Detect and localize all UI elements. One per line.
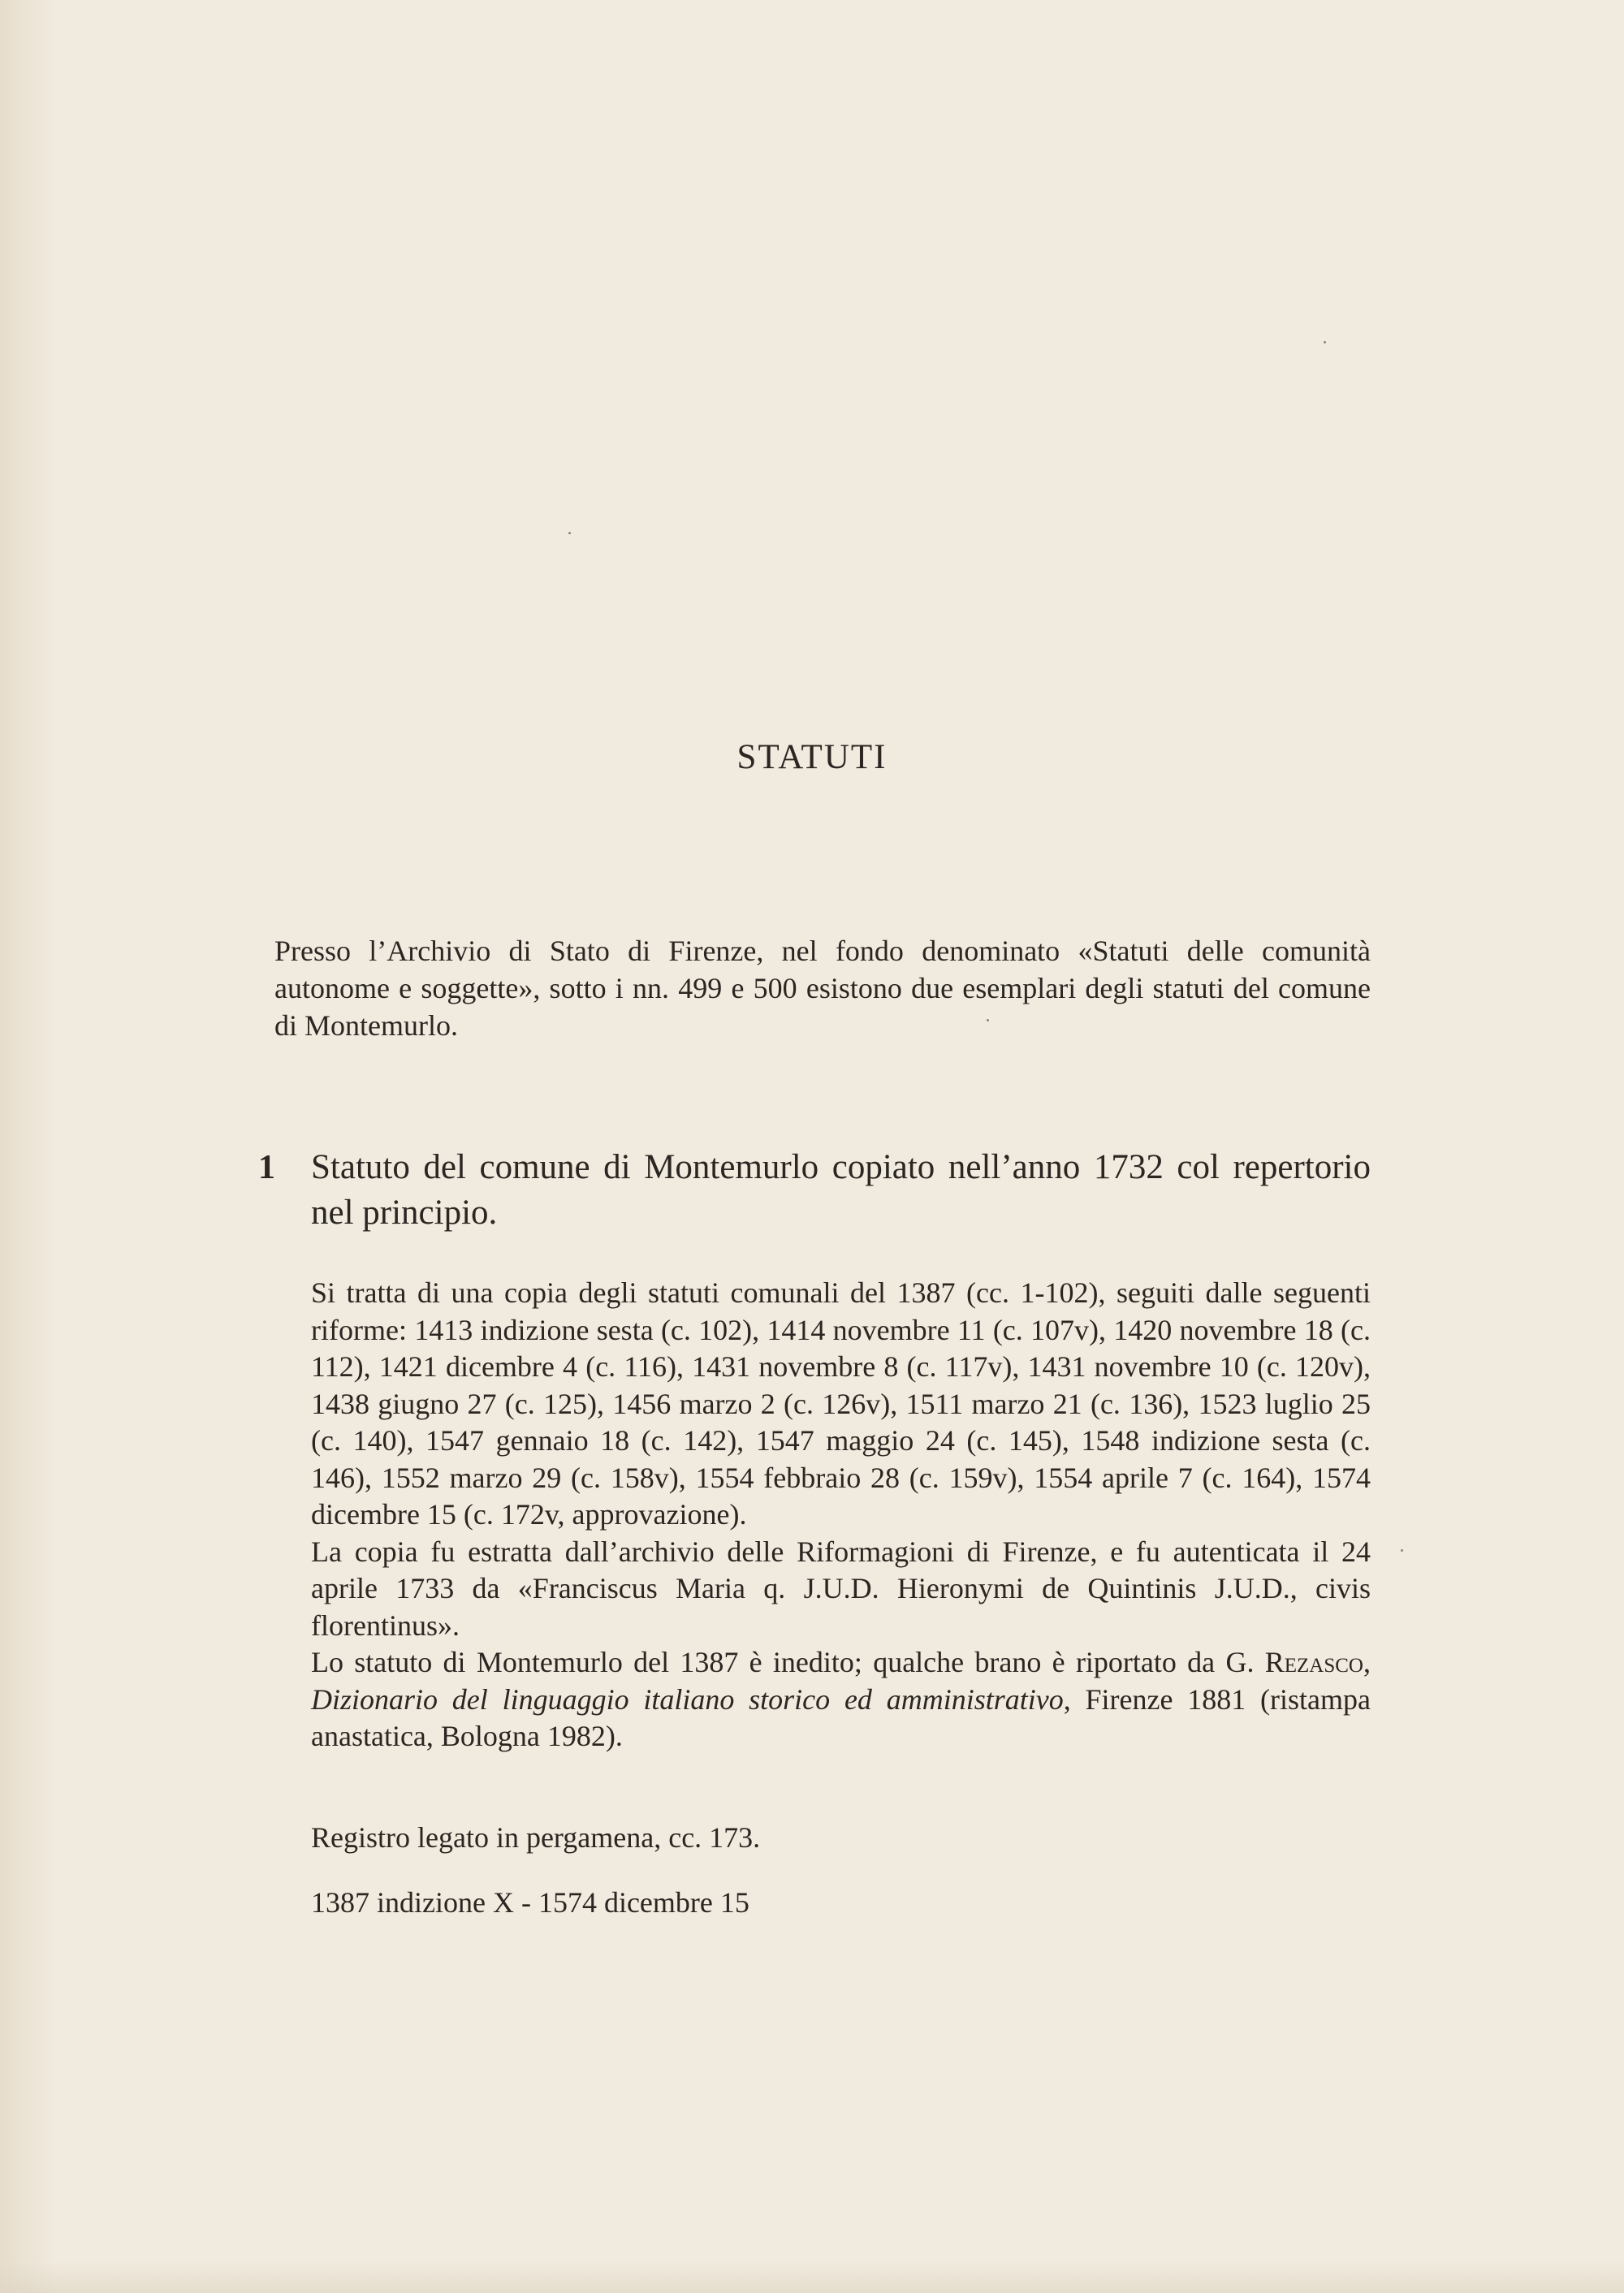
- entry-edition-note: [311, 1644, 1371, 1755]
- entry-description: [311, 1275, 1371, 1755]
- page-title: STATUTI: [736, 738, 888, 776]
- entry-dates: 1387 indizione X - 1574 dicembre 15: [311, 1886, 749, 1919]
- entry-reforms-paragraph: Si tratta di una copia degli statuti comunali del 1387 (cc. 1-102), seguiti dalle seguenti riforme: 1413 indizione sesta (c. 102), 1414 novembre 11 (c. 107v), 1420 novembre 18 (c. 112), 1421 dicembre 4 (c. 116), 1431 novembre 8 (c. 117v), 1431 novembre 10 (c. 120v), 1438 giugno 27 (c. 125), 1456 marzo 2 (c. 126v), 1511 marzo 21 (c. 136), 1523 luglio 25 (c. 140), 1547 gennaio 18 (c. 142), 1547 maggio 24 (c. 145), 1548 indizione sesta (c. 146), 1552 marzo 29 (c. 158v), 1554 febbraio 28 (c. 159v), 1554 aprile 7 (c. 164), 1574 dicembre 15 (c. 172v, approvazione).: [311, 1276, 1371, 1531]
- edition-separator: ,: [1363, 1646, 1371, 1678]
- page-bottom-shadow: [0, 2261, 1624, 2293]
- edition-work-title: Dizionario del linguaggio italiano storico ed amministrativo: [311, 1682, 1064, 1716]
- entry-number: 1: [258, 1149, 275, 1186]
- entry-binding: Registro legato in pergamena, cc. 173.: [311, 1821, 761, 1854]
- paper-speck: [1401, 1549, 1403, 1552]
- entry-title: Statuto del comune di Montemurlo copiato nell’anno 1732 col repertorio nel principio.: [311, 1148, 1371, 1232]
- edition-note-suffix: , Firenze 1881 (ristampa anastatica, Bologna 1982).: [311, 1682, 1371, 1752]
- intro-paragraph: Presso l’Archivio di Stato di Firenze, nel fondo denominato «Statuti delle comunità autonome e soggette», sotto i nn. 499 e 500 esistono due esemplari degli statuti del comune di Montemurlo.: [274, 935, 1371, 1042]
- paper-speck: [568, 532, 571, 534]
- edition-author: G. Rezasco: [1225, 1646, 1363, 1678]
- page-edge-shadow: [0, 0, 57, 2293]
- paper-speck: [1324, 341, 1326, 343]
- entry-copy-note: La copia fu estratta dall’archivio delle Riformagioni di Firenze, e fu autenticata il 24 aprile 1733 da «Franciscus Maria q. J.U.D. Hieronymi de Quintinis J.U.D., civis florentinus».: [311, 1535, 1371, 1642]
- edition-note-prefix: Lo statuto di Montemurlo del 1387 è inedito; qualche brano è riportato da: [311, 1646, 1226, 1678]
